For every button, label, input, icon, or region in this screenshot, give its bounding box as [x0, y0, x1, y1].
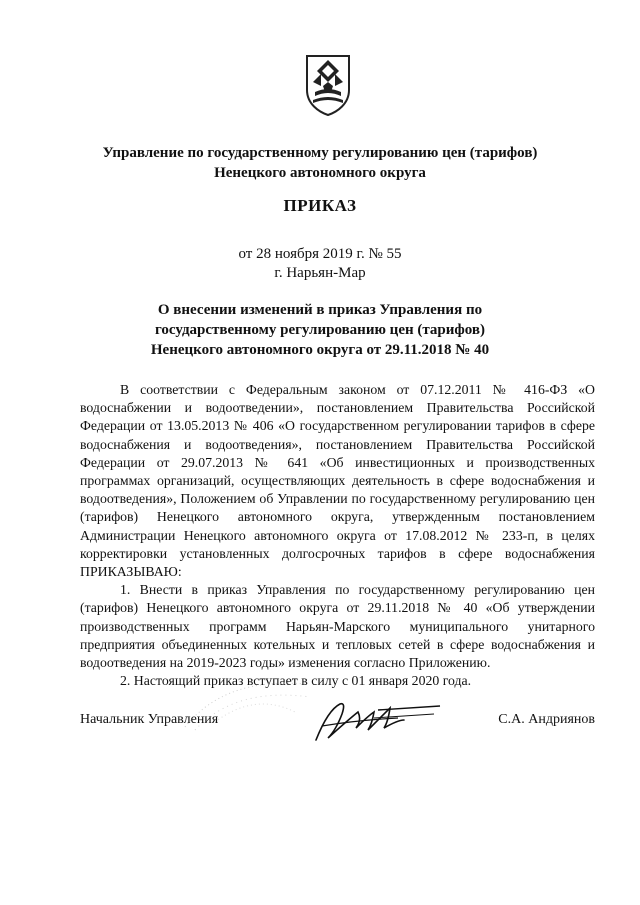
document-meta: [0, 245, 640, 283]
org-line-2: Ненецкого автономного округа: [214, 165, 426, 181]
item-1-paragraph: 1. Внести в приказ Управления по государственному регулированию цен (тарифов) Ненецкого автономного округа от 29.11.2018 № 40 «Об утверждении производственных программ Нарьян-Марского муниципального унитарного предприятия объединенных котельных и тепловых сетей в сфере водоснабжения и водоотведения на 2019-2023 годы» изменения согласно Приложению.: [80, 582, 595, 671]
subject-line-1: О внесении изменений в приказ Управления по: [157, 302, 483, 318]
signer-title: Начальник Управления: [80, 712, 219, 727]
preamble-paragraph: В соответствии с Федеральным законом от 07.12.2011 № 416-ФЗ «О водоснабжении и водоотведении», постановлением Правительства Российской Федерации от 13.05.2013 № 406 «О государственном регулировании тарифов в сфере водоснабжения и водоотведения», постановлением Правительства Российской Федерации от 29.07.2013 № 641 «Об инвестиционных и производственных программах организаций, осуществляющих деятельность в сфере водоснабжения и водоотведения», Положением об Управлении по государственному регулированию цен (тарифов) Ненецкого автономного округа, утвержденным постановлением Администрации Ненецкого автономного округа от 17.08.2012 № 233-п, в целях корректировки установленных долгосрочных тарифов в сфере водоснабжения ПРИКАЗЫВАЮ:: [80, 382, 595, 580]
document-body: [80, 381, 595, 690]
subject-line-2: государственному регулированию цен (тарифов): [154, 322, 486, 338]
document-subject: [0, 300, 640, 360]
signer-name: С.А. Андриянов: [498, 712, 595, 727]
date-number: от 28 ноября 2019 г. № 55: [238, 246, 402, 262]
document-type: ПРИКАЗ: [283, 196, 357, 215]
subject-line-3: Ненецкого автономного округа от 29.11.2018 № 40: [150, 342, 490, 358]
organization-header: [0, 143, 640, 183]
place: г. Нарьян-Мар: [274, 265, 366, 281]
coat-of-arms-icon: [303, 52, 353, 118]
org-line-1: Управление по государственному регулированию цен (тарифов): [102, 145, 538, 161]
handwritten-signature: [308, 690, 448, 750]
item-2-paragraph: 2. Настоящий приказ вступает в силу с 01 января 2020 года.: [120, 673, 472, 689]
